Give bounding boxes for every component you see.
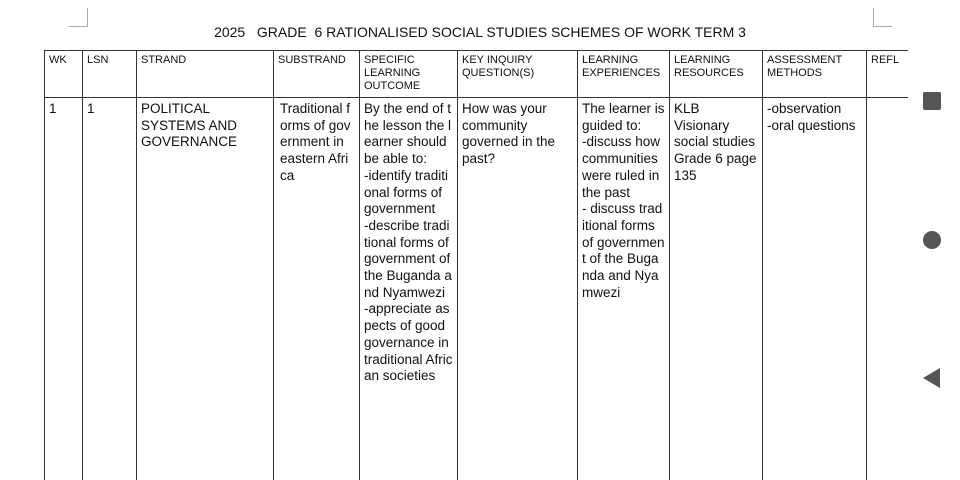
table-header-row	[45, 51, 909, 98]
cell-substrand: Traditional forms of government in eastern Africa	[274, 98, 360, 480]
cell-reflection	[867, 98, 909, 480]
header-reflection: REFL	[867, 51, 909, 98]
header-outcome: SPECIFIC LEARNING OUTCOME	[360, 51, 458, 98]
circle-icon[interactable]	[923, 231, 941, 249]
header-experiences: LEARNING EXPERIENCES	[578, 51, 670, 98]
cell-strand: POLITICAL SYSTEMS AND GOVERNANCE	[137, 98, 274, 480]
schemes-of-work-table	[44, 50, 908, 480]
header-substrand: SUBSTRAND	[274, 51, 360, 98]
navigation-bar	[908, 0, 960, 480]
table-row	[45, 98, 909, 480]
header-wk: WK	[45, 51, 83, 98]
cell-lsn: 1	[83, 98, 137, 480]
document-title: 2025 GRADE 6 RATIONALISED SOCIAL STUDIES SCHEMES OF WORK TERM 3	[214, 24, 746, 40]
cell-resources: KLB Visionary social studies Grade 6 page 135	[670, 98, 763, 480]
header-strand: STRAND	[137, 51, 274, 98]
header-lsn: LSN	[83, 51, 137, 98]
triangle-back-icon[interactable]	[923, 368, 940, 388]
cell-assessment: -observation -oral questions	[763, 98, 867, 480]
header-inquiry: KEY INQUIRY QUESTION(S)	[458, 51, 578, 98]
square-icon[interactable]	[923, 92, 941, 110]
cell-wk: 1	[45, 98, 83, 480]
cell-inquiry: How was your community governed in the past?	[458, 98, 578, 480]
cell-experiences: The learner is guided to: -discuss how communities were ruled in the past - discuss traditional forms of government of the Buganda and Nyamwezi	[578, 98, 670, 480]
header-resources: LEARNING RESOURCES	[670, 51, 763, 98]
header-assessment: ASSESSMENT METHODS	[763, 51, 867, 98]
cell-outcome: By the end of the lesson the learner should be able to: -identify traditional forms of government -describe traditional forms of government of the Buganda and Nyamwezi -appreciate aspects of good governance in traditional African societies	[360, 98, 458, 480]
